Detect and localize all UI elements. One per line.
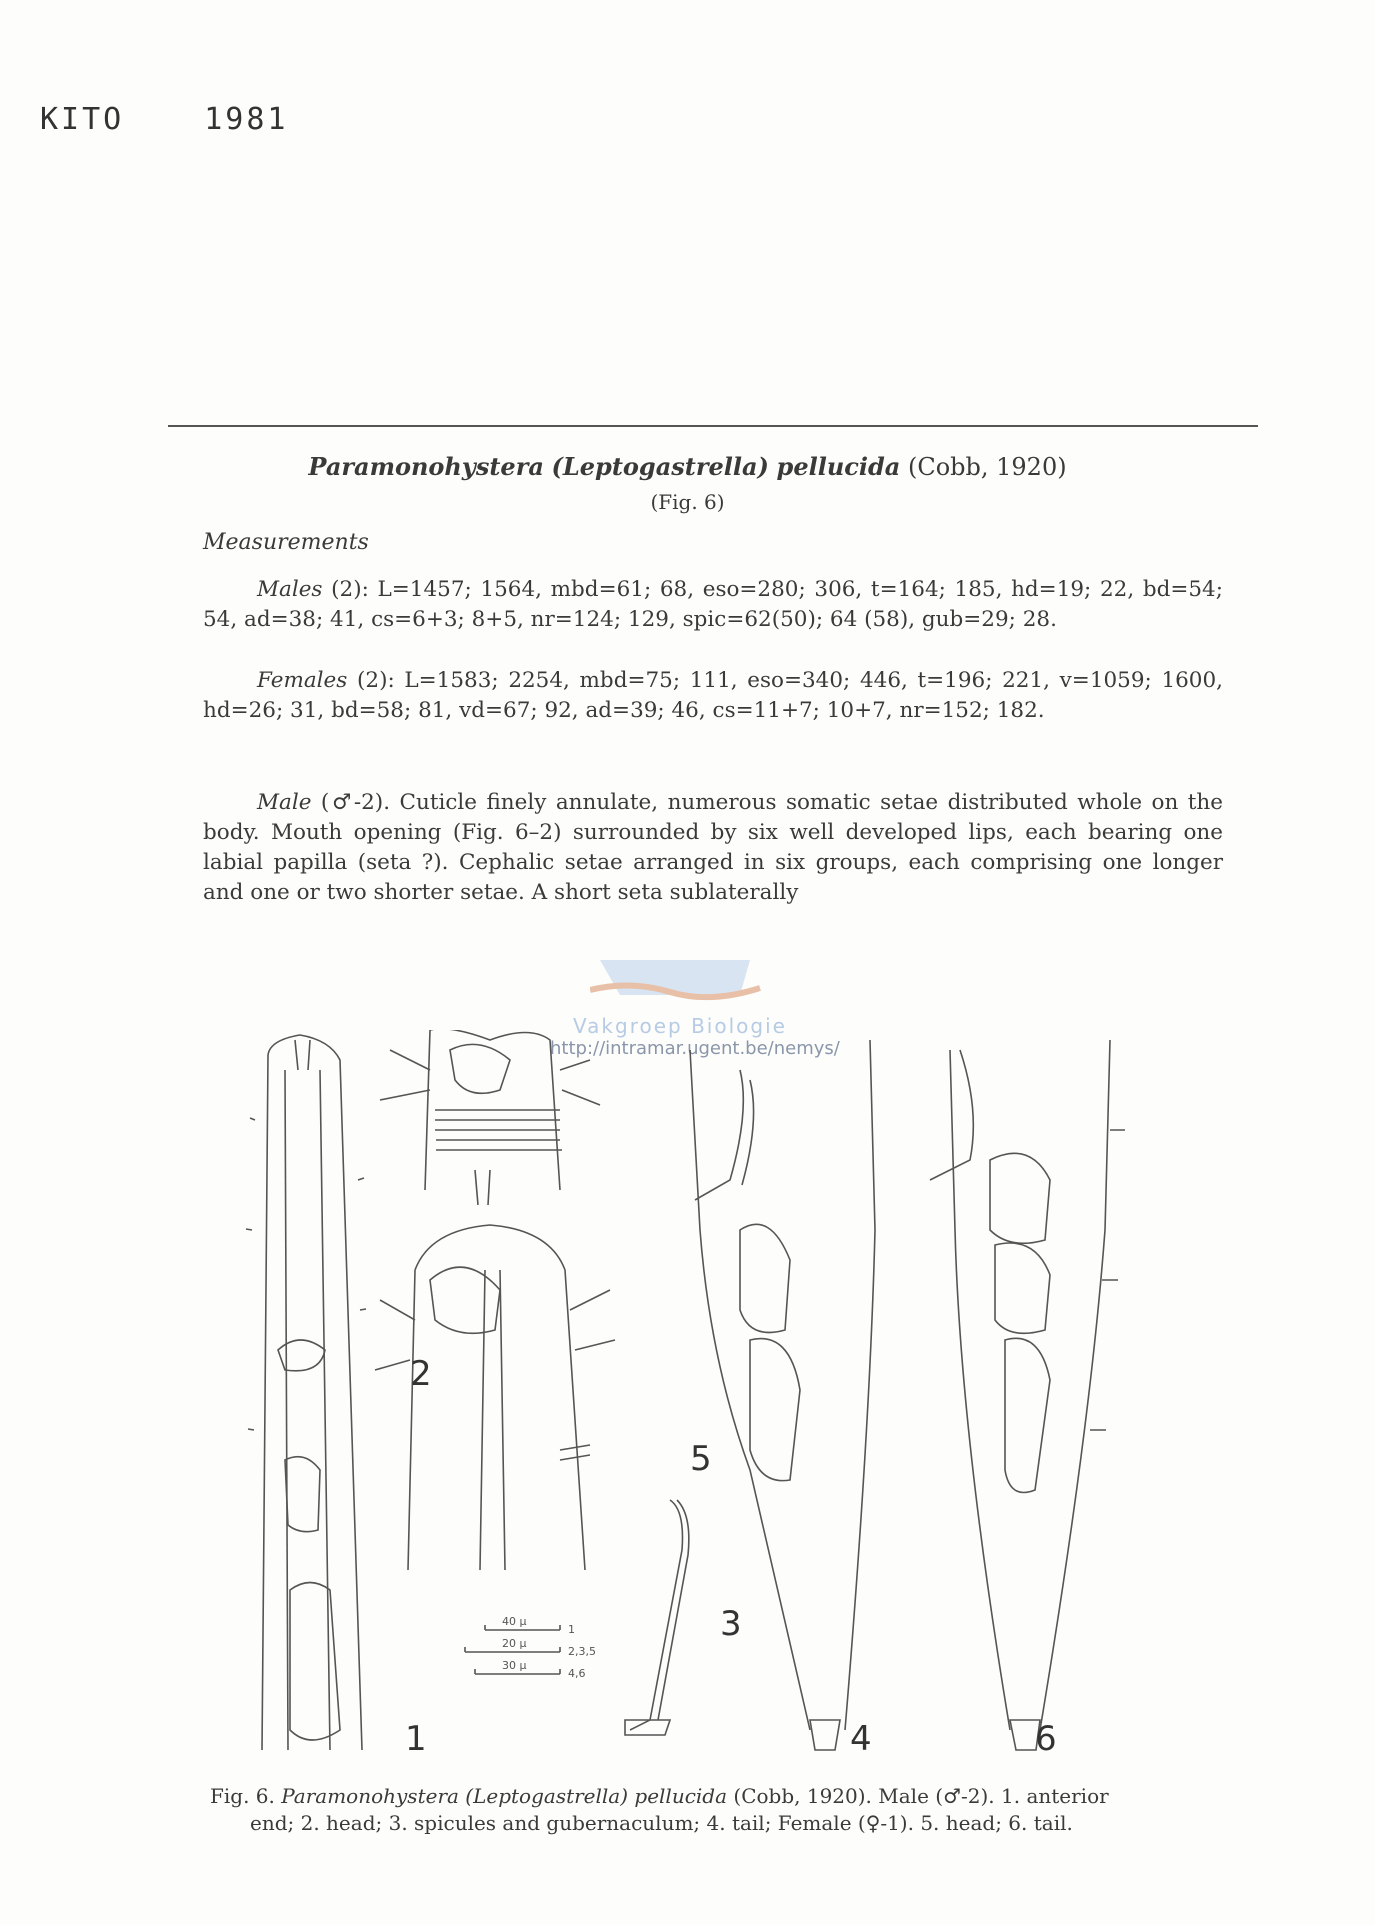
females-text: L=1583; 2254, mbd=75; 111, eso=340; 446, t=196; 221, v=1059; 1600, hd=26; 31, bd=58; 81, vd=67; 92, ad=39; 46, cs=11+7; 10+7, nr=152; 182. [203, 668, 1223, 723]
panel-label-1: 1 [405, 1719, 427, 1759]
males-label: Males [257, 577, 323, 602]
panel-label-4: 4 [850, 1719, 872, 1759]
title-authority: (Cobb, 1920) [907, 453, 1067, 481]
header-year: 1981 [204, 102, 289, 137]
title-genus: Paramonohystera [308, 452, 544, 481]
females-label: Females [257, 668, 348, 693]
panel-4-tail [690, 1040, 875, 1750]
panel-6-tail [930, 1040, 1125, 1750]
page-header [40, 102, 369, 137]
scale-2-panels: 2,3,5 [568, 1645, 596, 1658]
section-heading: Measurements [203, 530, 369, 555]
males-count: (2): [331, 577, 369, 602]
caption-prefix: Fig. 6. [210, 1784, 275, 1808]
title-subgenus: (Leptogastrella) [551, 452, 769, 481]
panel-label-5: 5 [690, 1439, 712, 1479]
panel-1-anterior-end [246, 1035, 366, 1750]
males-measurements [203, 575, 1223, 635]
male-code: (♂-2). [320, 790, 391, 815]
figure-6 [230, 1030, 1190, 1760]
caption-taxon: Paramonohystera (Leptogastrella) pellucida [281, 1784, 728, 1808]
scale-1-panels: 1 [568, 1623, 575, 1636]
panel-label-2: 2 [410, 1354, 432, 1394]
caption-authority: (Cobb, 1920). [733, 1784, 872, 1808]
panel-2-head [380, 1030, 600, 1205]
panel-label-3: 3 [720, 1604, 742, 1644]
watermark-logo [590, 940, 770, 1010]
watermark-url: http://intramar.ugent.be/nemys/ [550, 1038, 840, 1059]
figure-caption [210, 1783, 1200, 1837]
caption-line2: end; 2. head; 3. spicules and gubernaculum; 4. tail; Female (♀-1). 5. head; 6. tail. [250, 1811, 1073, 1835]
panel-label-6: 6 [1035, 1719, 1057, 1759]
females-count: (2): [357, 668, 395, 693]
panel-3-spicules [625, 1500, 689, 1735]
species-title [0, 452, 1375, 481]
females-measurements [203, 666, 1223, 726]
figure-reference: (Fig. 6) [650, 490, 725, 514]
scale-2-length: 20 μ [502, 1637, 527, 1650]
scale-3-panels: 4,6 [568, 1667, 586, 1680]
scale-3-length: 30 μ [502, 1659, 527, 1672]
section-rule [168, 425, 1258, 427]
male-text: Cuticle finely annulate, numerous somatic setae distributed whole on the body. Mouth opening (Fig. 6–2) surrounded by six well developed lips, each bearing one labial papilla (seta ?). Cephalic setae arranged in six groups, each comprising one longer and one or two shorter setae. A short seta sublaterally [203, 790, 1224, 905]
male-description [203, 788, 1223, 908]
panel-5-head [375, 1225, 615, 1570]
scale-1-length: 40 μ [502, 1615, 527, 1628]
males-text: L=1457; 1564, mbd=61; 68, eso=280; 306, t=164; 185, hd=19; 22, bd=54; 54, ad=38; 41, cs=6+3; 8+5, nr=124; 129, spic=62(50); 64 (58), gub=29; 28. [203, 577, 1223, 632]
watermark-text: Vakgroep Biologie [573, 1014, 787, 1038]
caption-line1-rest: Male (♂-2). 1. anterior [878, 1784, 1109, 1808]
title-species: pellucida [776, 452, 901, 481]
male-label: Male [257, 790, 312, 815]
header-author: KITO [40, 102, 125, 137]
